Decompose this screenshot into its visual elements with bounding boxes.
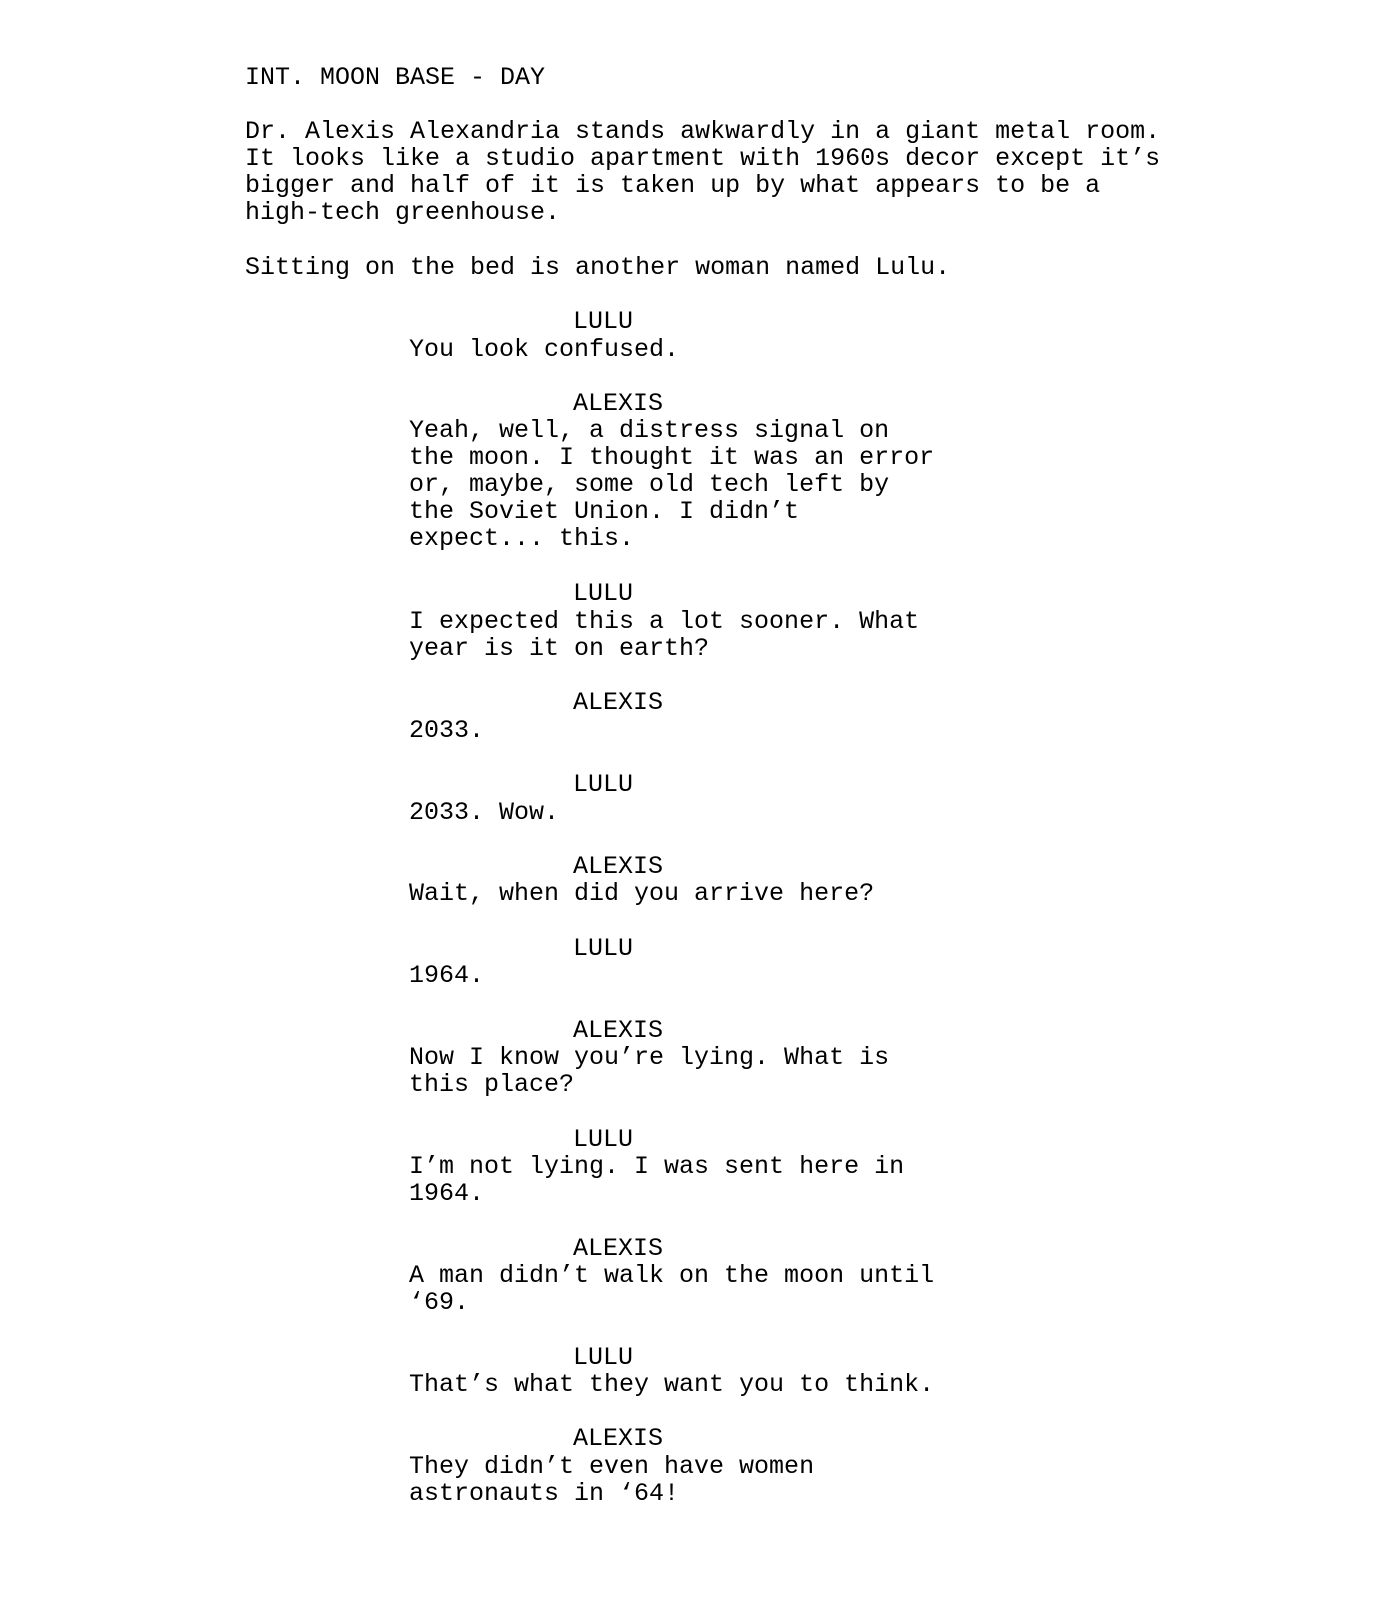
- dialogue-line: Now I know you’re lying. What is: [409, 1043, 890, 1072]
- dialogue-line: Yeah, well, a distress signal on: [409, 416, 890, 445]
- dialogue-line: 1964.: [409, 1179, 485, 1208]
- action-line: bigger and half of it is taken up by what appears to be a: [245, 171, 1101, 200]
- dialogue-line: the Soviet Union. I didn’t: [409, 497, 800, 526]
- dialogue-line: 2033.: [409, 716, 485, 745]
- action-line: Sitting on the bed is another woman named Lulu.: [245, 253, 951, 282]
- dialogue-line: Wait, when did you arrive here?: [409, 879, 875, 908]
- character-name: ALEXIS: [573, 688, 664, 717]
- character-name: ALEXIS: [573, 389, 664, 418]
- dialogue-line: 2033. Wow.: [409, 798, 560, 827]
- dialogue-line: ‘69.: [409, 1288, 470, 1317]
- dialogue-line: A man didn’t walk on the moon until: [409, 1261, 935, 1290]
- dialogue-line: expect... this.: [409, 524, 635, 553]
- dialogue-line: this place?: [409, 1070, 575, 1099]
- character-name: ALEXIS: [573, 1424, 664, 1453]
- dialogue-line: They didn’t even have women: [409, 1452, 815, 1481]
- action-line: It looks like a studio apartment with 1960s decor except it’s: [245, 144, 1161, 173]
- character-name: LULU: [573, 934, 634, 963]
- dialogue-line: astronauts in ‘64!: [409, 1479, 680, 1508]
- dialogue-line: You look confused.: [409, 335, 680, 364]
- dialogue-line: or, maybe, some old tech left by: [409, 470, 890, 499]
- dialogue-line: I’m not lying. I was sent here in: [409, 1152, 905, 1181]
- character-name: ALEXIS: [573, 852, 664, 881]
- dialogue-line: the moon. I thought it was an error: [409, 443, 935, 472]
- dialogue-line: I expected this a lot sooner. What: [409, 607, 920, 636]
- dialogue-line: year is it on earth?: [409, 634, 710, 663]
- action-line: high-tech greenhouse.: [245, 198, 561, 227]
- character-name: LULU: [573, 1125, 634, 1154]
- character-name: ALEXIS: [573, 1016, 664, 1045]
- character-name: LULU: [573, 307, 634, 336]
- dialogue-line: 1964.: [409, 961, 485, 990]
- character-name: LULU: [573, 579, 634, 608]
- scene-heading: INT. MOON BASE - DAY: [245, 63, 546, 92]
- character-name: LULU: [573, 770, 634, 799]
- action-line: Dr. Alexis Alexandria stands awkwardly in a giant metal room.: [245, 117, 1161, 146]
- dialogue-line: That’s what they want you to think.: [409, 1370, 935, 1399]
- character-name: ALEXIS: [573, 1234, 664, 1263]
- character-name: LULU: [573, 1343, 634, 1372]
